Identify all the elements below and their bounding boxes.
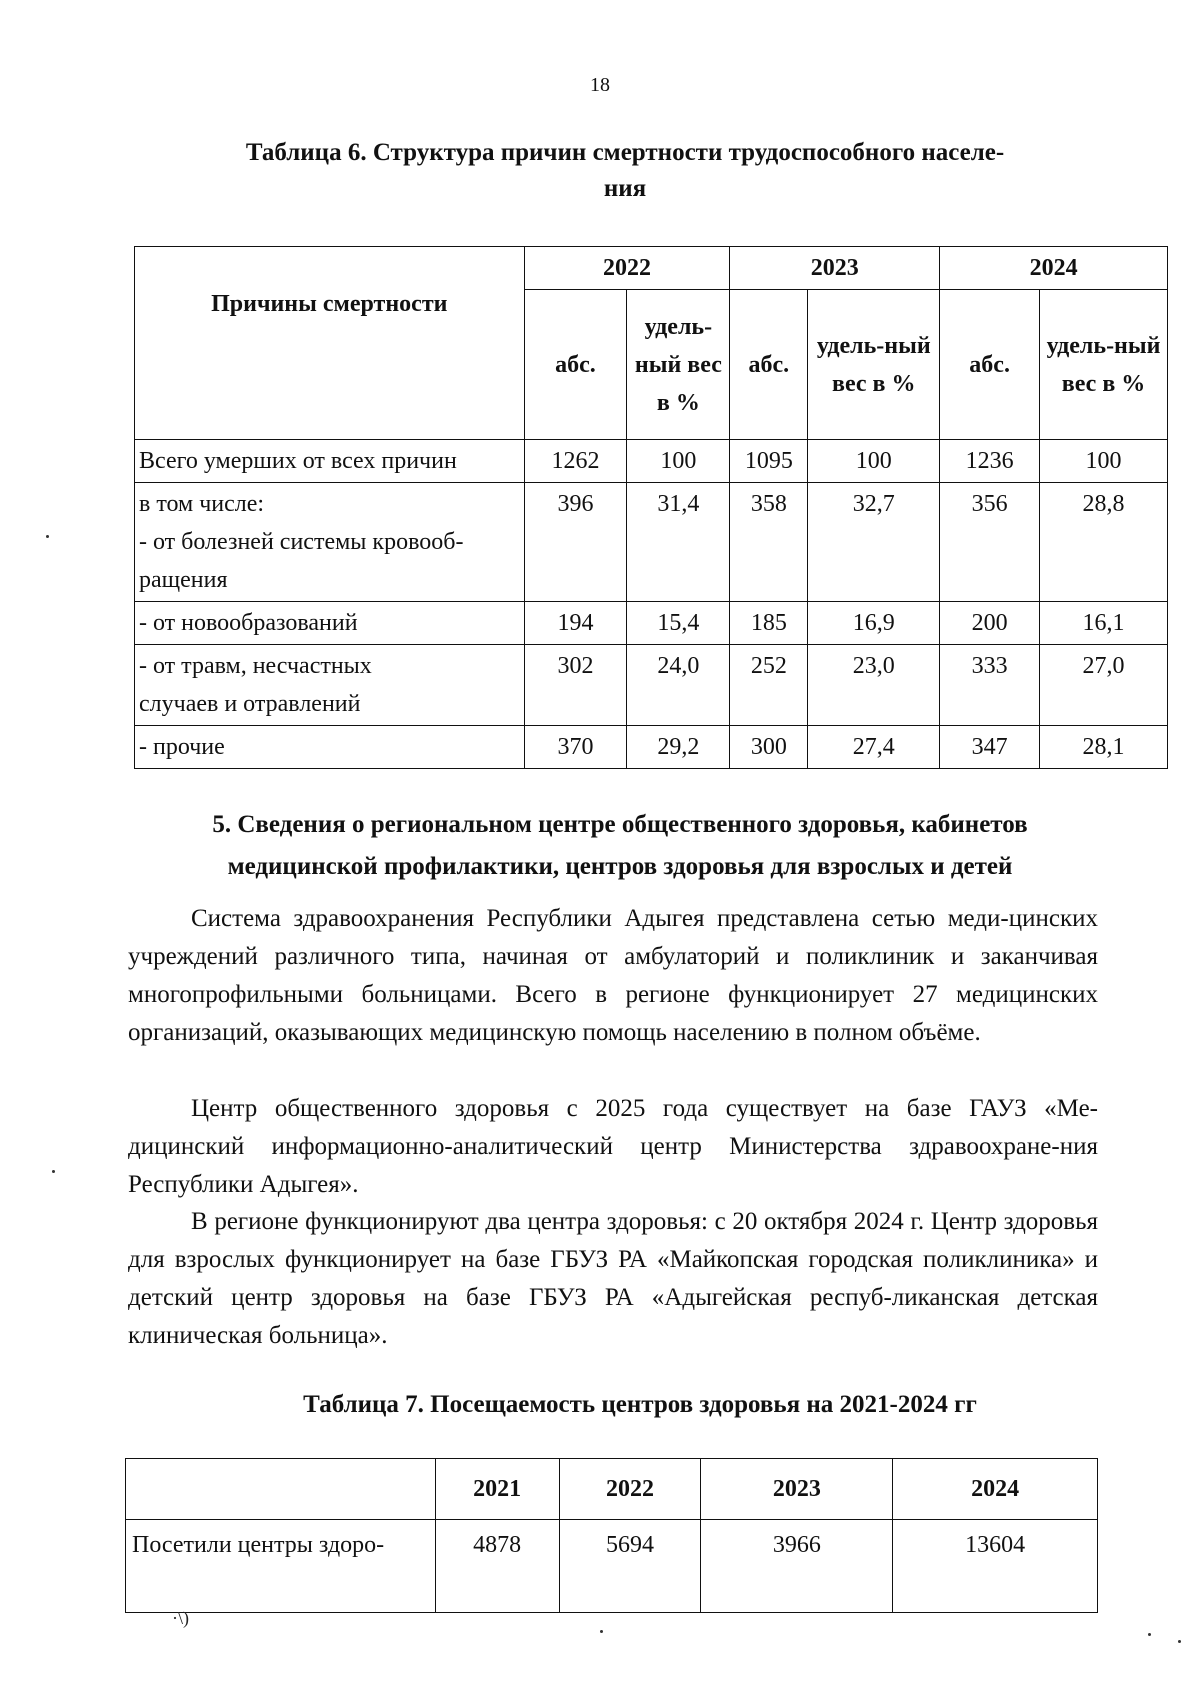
abs-value-cell: 200	[940, 602, 1040, 645]
share-value-cell: 32,7	[808, 483, 940, 602]
table6-row	[135, 483, 1168, 602]
table7-year-2022: 2022	[559, 1459, 701, 1520]
abs-header: абс.	[940, 290, 1040, 440]
table7-year-2023: 2023	[701, 1459, 893, 1520]
cause-cell: - прочие	[135, 726, 525, 769]
table7-value: 13604	[893, 1520, 1098, 1613]
table7-row-visits	[126, 1520, 1098, 1613]
abs-value-cell: 300	[730, 726, 808, 769]
share-value-cell: 15,4	[627, 602, 730, 645]
cause-cell: - от травм, несчастных случаев и отравлений	[135, 645, 525, 726]
table7-row-label: Посетили центры здоро-	[126, 1520, 436, 1613]
abs-value-cell: 1095	[730, 440, 808, 483]
abs-header: абс.	[730, 290, 808, 440]
share-value-cell: 100	[808, 440, 940, 483]
table7-caption: Таблица 7. Посещаемость центров здоровья на 2021-2024 гг	[303, 1391, 977, 1418]
table6-caption-line2: ния	[603, 175, 647, 202]
cause-column-header: Причины смертности	[135, 247, 525, 440]
scan-speck	[52, 1170, 55, 1173]
table6-row	[135, 440, 1168, 483]
table7-year-2021: 2021	[435, 1459, 559, 1520]
table7-value: 5694	[559, 1520, 701, 1613]
table6-row	[135, 602, 1168, 645]
share-value-cell: 16,1	[1040, 602, 1168, 645]
abs-value-cell: 358	[730, 483, 808, 602]
share-value-cell: 100	[1040, 440, 1168, 483]
abs-header: абс.	[524, 290, 627, 440]
share-header: удель-ный вес в %	[1040, 290, 1168, 440]
table6-row	[135, 726, 1168, 769]
abs-value-cell: 396	[524, 483, 627, 602]
share-header: удель-ный вес в %	[808, 290, 940, 440]
paragraph-healthcare-system: Система здравоохранения Республики Адыгея представлена сетью меди-цинских учреждений различного типа, начиная от амбулаторий и поликлиник и заканчивая многопрофильными больницами. Всего в регионе функционирует 27 медицинских организаций, оказывающих медицинскую помощь населению в полном объёме.	[128, 905, 1098, 1046]
scan-speck	[1178, 1640, 1181, 1643]
share-value-cell: 28,8	[1040, 483, 1168, 602]
share-value-cell: 27,0	[1040, 645, 1168, 726]
table7-value: 4878	[435, 1520, 559, 1613]
share-value-cell: 29,2	[627, 726, 730, 769]
table6-caption-line1: Таблица 6. Структура причин смертности трудоспособного населе-	[245, 139, 1005, 166]
scan-speck	[600, 1630, 603, 1633]
scan-speck	[1148, 1633, 1151, 1636]
abs-value-cell: 252	[730, 645, 808, 726]
abs-value-cell: 1262	[524, 440, 627, 483]
abs-value-cell: 333	[940, 645, 1040, 726]
share-header: удель-ный вес в %	[627, 290, 730, 440]
share-value-cell: 31,4	[627, 483, 730, 602]
cause-cell: в том числе: - от болезней системы кровооб- ращения	[135, 483, 525, 602]
paragraph-public-health-center: Центр общественного здоровья с 2025 года существует на базе ГАУЗ «Ме-дицинский информационно-аналитический центр Министерства здравоохране-ния Республики Адыгея».	[128, 1095, 1098, 1198]
page-number: 18	[590, 74, 610, 96]
section5-heading-line2: медицинской профилактики, центров здоровья для взрослых и детей	[227, 853, 1013, 880]
abs-value-cell: 356	[940, 483, 1040, 602]
share-value-cell: 23,0	[808, 645, 940, 726]
cause-cell: Всего умерших от всех причин	[135, 440, 525, 483]
abs-value-cell: 302	[524, 645, 627, 726]
abs-value-cell: 185	[730, 602, 808, 645]
section5-heading-line1: 5. Сведения о региональном центре общественного здоровья, кабинетов	[212, 811, 1028, 838]
table7-header-row	[126, 1459, 1098, 1520]
table6-caption	[130, 135, 1120, 207]
abs-value-cell: 1236	[940, 440, 1040, 483]
share-value-cell: 16,9	[808, 602, 940, 645]
share-value-cell: 24,0	[627, 645, 730, 726]
section5-heading	[130, 804, 1110, 888]
table7-year-2024: 2024	[893, 1459, 1098, 1520]
scan-speck	[46, 535, 49, 538]
table7-header-blank	[126, 1459, 436, 1520]
table6-body	[135, 440, 1168, 769]
year-header-2024: 2024	[940, 247, 1168, 290]
abs-value-cell: 370	[524, 726, 627, 769]
year-header-2022: 2022	[524, 247, 730, 290]
share-value-cell: 100	[627, 440, 730, 483]
abs-value-cell: 347	[940, 726, 1040, 769]
health-center-visits-table	[125, 1458, 1098, 1613]
cause-cell: - от новообразований	[135, 602, 525, 645]
paragraph-health-centers: В регионе функционируют два центра здоровья: с 20 октября 2024 г. Центр здоровья для взрослых функционирует на базе ГБУЗ РА «Майкопская городская поликлиника» и детский центр здоровья на базе ГБУЗ РА «Адыгейская респуб-ликанская детская клиническая больница».	[128, 1208, 1098, 1349]
abs-value-cell: 194	[524, 602, 627, 645]
scan-mark: ·\)	[172, 1608, 189, 1628]
table7-value: 3966	[701, 1520, 893, 1613]
year-header-2023: 2023	[730, 247, 940, 290]
table6-header-row-years	[135, 247, 1168, 290]
mortality-causes-table	[134, 246, 1168, 769]
share-value-cell: 28,1	[1040, 726, 1168, 769]
share-value-cell: 27,4	[808, 726, 940, 769]
table6-row	[135, 645, 1168, 726]
